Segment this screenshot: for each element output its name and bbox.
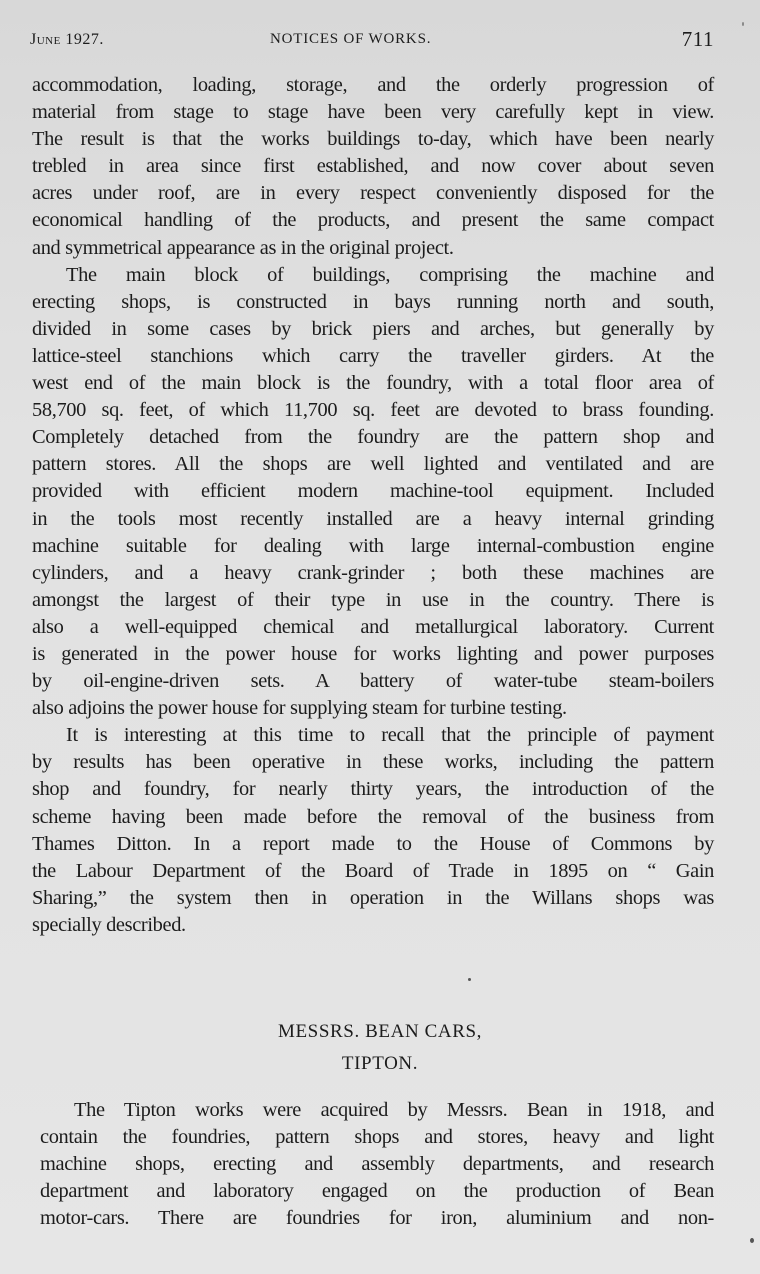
paper-speck [750, 1238, 754, 1243]
text-line: scheme having been made before the removal of the business from [32, 805, 714, 828]
text-line: material from stage to stage have been very carefully kept in view. [32, 101, 714, 124]
text-line: and symmetrical appearance as in the original project. [32, 236, 454, 259]
page-number: 711 [681, 27, 714, 51]
text-line: machine shops, erecting and assembly departments, and research [40, 1153, 714, 1176]
text-line: specially described. [32, 913, 186, 936]
section-subheading: TIPTON. [341, 1053, 419, 1074]
section-heading: MESSRS. BEAN CARS, [277, 1021, 483, 1042]
text-line: pattern stores. All the shops are well lighted and ventilated and are [32, 453, 714, 476]
running-head-title: NOTICES OF WORKS. [270, 31, 432, 47]
text-line: also adjoins the power house for supplying steam for turbine testing. [32, 697, 567, 720]
text-line: by oil-engine-driven sets. A battery of water-tube steam-boilers [32, 670, 714, 693]
text-line: the Labour Department of the Board of Trade in 1895 on “ Gain [32, 859, 714, 882]
text-line: trebled in area since first established, and now cover about seven [32, 155, 714, 178]
text-line: divided in some cases by brick piers and arches, but generally by [32, 317, 714, 340]
paragraph-start-line: It is interesting at this time to recall that the principle of payment [66, 724, 714, 747]
section-bean-cars-text [40, 1097, 714, 1232]
text-line: also a well-equipped chemical and metallurgical laboratory. Current [32, 615, 714, 638]
paragraph-start-line: The main block of buildings, comprising the machine and [66, 263, 714, 286]
text-line: Thames Ditton. In a report made to the House of Commons by [32, 832, 714, 855]
text-line: motor-cars. There are foundries for iron, aluminium and non- [40, 1207, 714, 1230]
text-line: Completely detached from the foundry are the pattern shop and [32, 426, 714, 449]
paper-speck [468, 978, 471, 981]
paper-speck [742, 22, 744, 26]
text-line: acres under roof, are in every respect conveniently disposed for the [32, 182, 714, 205]
text-line: west end of the main block is the foundry, with a total floor area of [32, 372, 714, 395]
text-line: cylinders, and a heavy crank-grinder ; both these machines are [32, 561, 714, 584]
text-line: 58,700 sq. feet, of which 11,700 sq. feet are devoted to brass founding. [32, 399, 714, 422]
text-line: economical handling of the products, and present the same compact [32, 209, 714, 232]
text-line: erecting shops, is constructed in bays running north and south, [32, 290, 714, 313]
paragraph-start-line: The Tipton works were acquired by Messrs. Bean in 1918, and [74, 1099, 714, 1121]
running-head [30, 27, 714, 53]
text-line: in the tools most recently installed are a heavy internal grinding [32, 507, 714, 530]
text-line: contain the foundries, pattern shops and stores, heavy and light [40, 1126, 714, 1149]
text-line: is generated in the power house for works lighting and power purposes [32, 642, 714, 665]
text-line: department and laboratory engaged on the production of Bean [40, 1180, 714, 1203]
text-line: Sharing,” the system then in operation in the Willans shops was [32, 886, 714, 909]
text-line: accommodation, loading, storage, and the orderly progression of [32, 74, 714, 96]
running-head-date: June 1927. [30, 31, 104, 48]
text-line: The result is that the works buildings to-day, which have been nearly [32, 128, 714, 151]
text-line: shop and foundry, for nearly thirty years, the introduction of the [32, 778, 714, 801]
text-line: machine suitable for dealing with large internal-combustion engine [32, 534, 714, 557]
text-line: by results has been operative in these works, including the pattern [32, 751, 714, 774]
text-line: amongst the largest of their type in use in the country. There is [32, 588, 714, 611]
section-willans-text [32, 72, 714, 939]
text-line: provided with efficient modern machine-tool equipment. Included [32, 480, 714, 503]
text-line: lattice-steel stanchions which carry the traveller girders. At the [32, 344, 714, 367]
